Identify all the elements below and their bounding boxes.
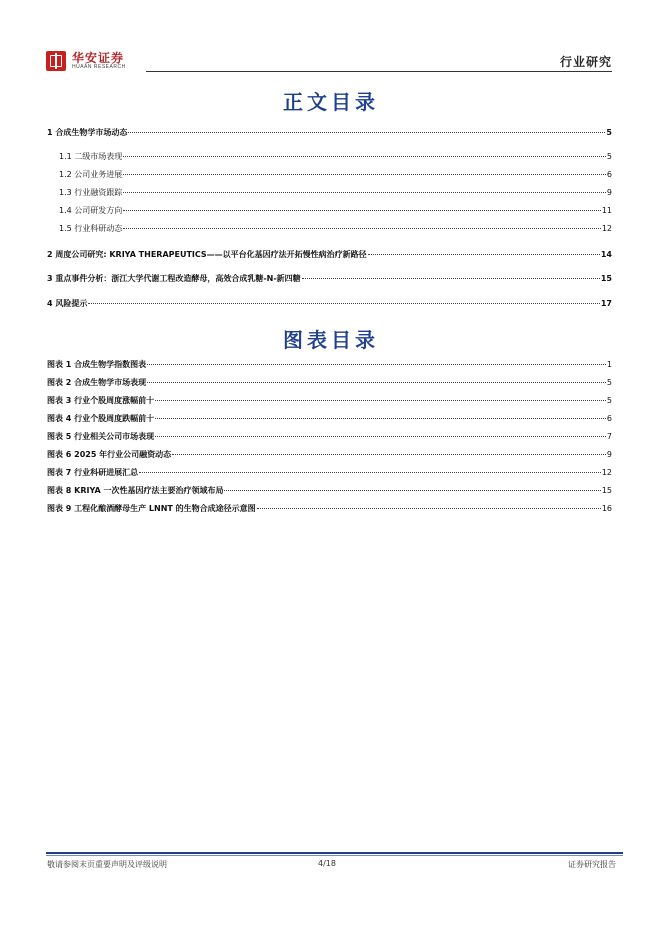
figure-entry-page: 16 xyxy=(601,504,612,513)
toc-entry-page: 11 xyxy=(601,206,612,215)
figure-entry[interactable] xyxy=(47,395,612,409)
footer-disclaimer: 敬请参阅末页重要声明及评级说明 xyxy=(47,860,167,869)
figure-entry-page: 9 xyxy=(606,450,612,459)
toc-entry[interactable] xyxy=(59,223,612,237)
figure-entry-text: 图表 9 工程化酿酒酵母生产 LNNT 的生物合成途径示意图 xyxy=(47,504,256,513)
toc-entry-page: 5 xyxy=(606,128,612,137)
figure-entry[interactable] xyxy=(47,377,612,391)
figure-entry-text: 图表 6 2025 年行业公司融资动态 xyxy=(47,450,172,459)
figure-entry[interactable] xyxy=(47,359,612,373)
figure-entry[interactable] xyxy=(47,503,612,517)
footer-rule-thick xyxy=(46,852,623,854)
toc-entry[interactable] xyxy=(47,298,612,312)
leader-dots xyxy=(257,508,601,509)
figure-entry-page: 5 xyxy=(606,396,612,405)
footer-rule-thin xyxy=(46,855,623,856)
logo-chinese-name: 华安证券 xyxy=(72,51,125,65)
leader-dots xyxy=(155,418,606,419)
leader-dots xyxy=(139,472,601,473)
figures-title: 图表目录 xyxy=(283,328,379,352)
figure-entry-text: 图表 3 行业个股周度涨幅前十 xyxy=(47,396,155,405)
leader-dots xyxy=(123,174,606,175)
figure-entry-page: 12 xyxy=(601,468,612,477)
footer-report-type: 证券研究报告 xyxy=(568,860,616,869)
toc-entry-page: 15 xyxy=(600,274,612,283)
leader-dots xyxy=(155,400,606,401)
leader-dots xyxy=(147,364,606,365)
figure-entry[interactable] xyxy=(47,485,612,499)
figure-entry-text: 图表 4 行业个股周度跌幅前十 xyxy=(47,414,155,423)
toc-entry[interactable] xyxy=(47,273,612,287)
figure-entry[interactable] xyxy=(47,431,612,445)
toc-entry-page: 6 xyxy=(606,170,612,179)
figure-entry-text: 图表 7 行业科研进展汇总 xyxy=(47,468,139,477)
toc-entry-page: 17 xyxy=(600,299,612,308)
leader-dots xyxy=(123,228,601,229)
toc-entry-text: 1.3 行业融资跟踪 xyxy=(59,188,123,197)
figure-entry-text: 图表 8 KRIYA 一次性基因疗法主要治疗领域布局 xyxy=(47,486,224,495)
figure-entry[interactable] xyxy=(47,413,612,427)
toc-entry-text: 1.2 公司业务进展 xyxy=(59,170,123,179)
leader-dots xyxy=(123,210,601,211)
figure-entry-page: 7 xyxy=(606,432,612,441)
page-number: 4/18 xyxy=(318,859,336,868)
figure-entry-page: 15 xyxy=(601,486,612,495)
leader-dots xyxy=(368,254,600,255)
toc-entry[interactable] xyxy=(59,187,612,201)
company-logo xyxy=(46,48,156,74)
toc-title: 正文目录 xyxy=(283,90,379,114)
toc-entry-text: 1.1 二级市场表现 xyxy=(59,152,123,161)
leader-dots xyxy=(123,156,606,157)
toc-entry-text: 3 重点事件分析：浙江大学代谢工程改造酵母，高效合成乳糖-N-新四糖 xyxy=(47,274,301,283)
figure-entry-text: 图表 5 行业相关公司市场表现 xyxy=(47,432,155,441)
toc-entry[interactable] xyxy=(59,151,612,165)
figure-entry-text: 图表 1 合成生物学指数图表 xyxy=(47,360,147,369)
figure-entry-page: 6 xyxy=(606,414,612,423)
toc-entry[interactable] xyxy=(59,205,612,219)
toc-entry-text: 2 周度公司研究: KRIYA THERAPEUTICS——以平台化基因疗法开拓慢性病治疗新路径 xyxy=(47,250,367,259)
toc-entry-page: 9 xyxy=(606,188,612,197)
header-rule xyxy=(146,71,612,72)
toc-entry[interactable] xyxy=(59,169,612,183)
toc-entry-page: 5 xyxy=(606,152,612,161)
toc-entry-page: 14 xyxy=(600,250,612,259)
figure-entry-page: 1 xyxy=(606,360,612,369)
figure-entry[interactable] xyxy=(47,467,612,481)
figure-entry-text: 图表 2 合成生物学市场表现 xyxy=(47,378,147,387)
leader-dots xyxy=(88,303,600,304)
logo-english-name: HUAAN RESEARCH xyxy=(72,64,126,70)
leader-dots xyxy=(147,382,606,383)
leader-dots xyxy=(172,454,606,455)
figure-entry-page: 5 xyxy=(606,378,612,387)
toc-entry-text: 1.5 行业科研动态 xyxy=(59,224,123,233)
figure-entry[interactable] xyxy=(47,449,612,463)
toc-entry[interactable] xyxy=(47,127,612,141)
toc-entry-text: 4 风险提示 xyxy=(47,299,88,308)
leader-dots xyxy=(128,132,605,133)
leader-dots xyxy=(224,490,600,491)
leader-dots xyxy=(155,436,606,437)
report-category: 行业研究 xyxy=(559,55,612,69)
logo-mark-icon xyxy=(46,51,66,71)
leader-dots xyxy=(302,278,600,279)
toc-entry-text: 1 合成生物学市场动态 xyxy=(47,128,128,137)
toc-entry-text: 1.4 公司研发方向 xyxy=(59,206,123,215)
toc-entry[interactable] xyxy=(47,249,612,263)
leader-dots xyxy=(123,192,606,193)
toc-entry-page: 12 xyxy=(601,224,612,233)
